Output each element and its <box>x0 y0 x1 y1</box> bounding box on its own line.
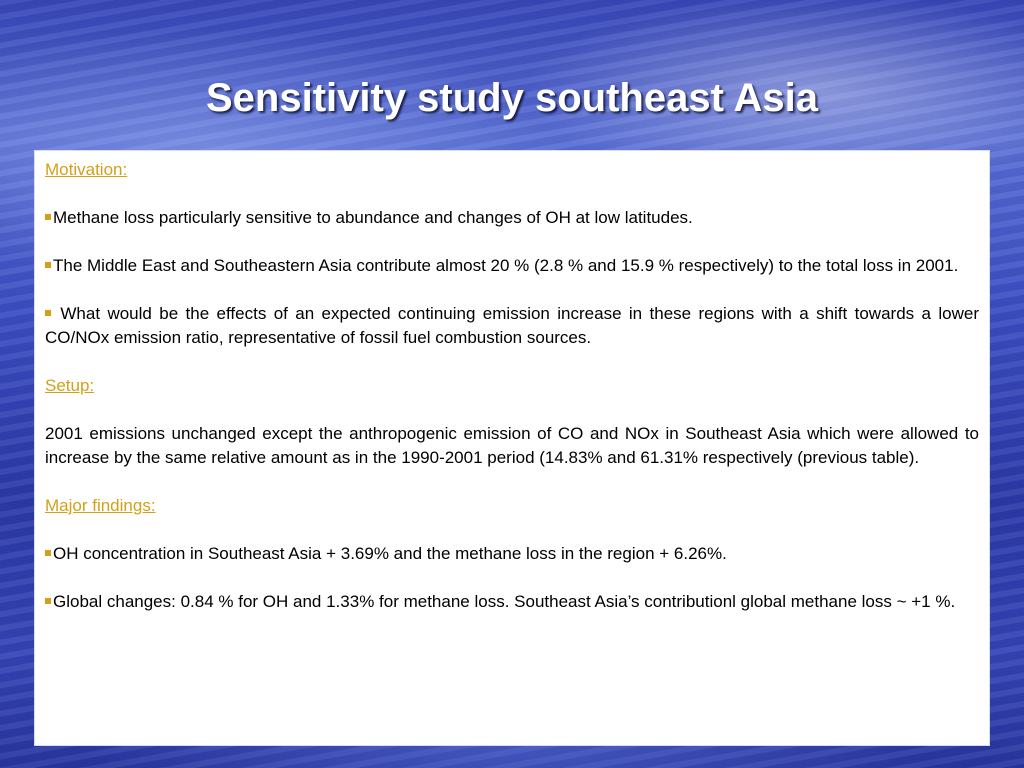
spacer <box>45 518 979 542</box>
findings-item-text: Global changes: 0.84 % for OH and 1.33% for methane loss. Southeast Asia’s contributionl global methane loss ~ +1 %. <box>53 592 956 611</box>
spacer <box>45 398 979 422</box>
motivation-item-text: What would be the effects of an expected continuing emission increase in these regions with a shift towards a lower CO/NOx emission ratio, representative of fossil fuel combustion sources. <box>45 304 979 347</box>
bullet-icon <box>45 262 51 268</box>
setup-text: 2001 emissions unchanged except the anthropogenic emission of CO and NOx in Southeast Asia which were allowed to increase by the same relative amount as in the 1990-2001 period (14.83% and 61.31% respectively (previous table). <box>45 424 979 467</box>
findings-item <box>45 542 979 566</box>
motivation-item <box>45 302 979 350</box>
bullet-icon <box>45 550 51 556</box>
bullet-icon <box>45 310 51 316</box>
spacer <box>45 470 979 494</box>
spacer <box>45 278 979 302</box>
motivation-item <box>45 206 979 230</box>
motivation-heading: Motivation: <box>45 160 128 179</box>
content-box <box>34 150 990 746</box>
spacer <box>45 230 979 254</box>
motivation-item <box>45 254 979 278</box>
spacer <box>45 182 979 206</box>
spacer <box>45 566 979 590</box>
slide-title: Sensitivity study southeast Asia <box>205 76 819 120</box>
motivation-item-text: The Middle East and Southeastern Asia contribute almost 20 % (2.8 % and 15.9 % respectively) to the total loss in 2001. <box>53 256 959 275</box>
findings-heading: Major findings: <box>45 496 156 515</box>
findings-item <box>45 590 979 614</box>
setup-heading: Setup: <box>45 376 95 395</box>
motivation-item-text: Methane loss particularly sensitive to abundance and changes of OH at low latitudes. <box>53 208 693 227</box>
bullet-icon <box>45 214 51 220</box>
bullet-icon <box>45 598 51 604</box>
findings-item-text: OH concentration in Southeast Asia + 3.69% and the methane loss in the region + 6.26%. <box>53 544 727 563</box>
spacer <box>45 350 979 374</box>
